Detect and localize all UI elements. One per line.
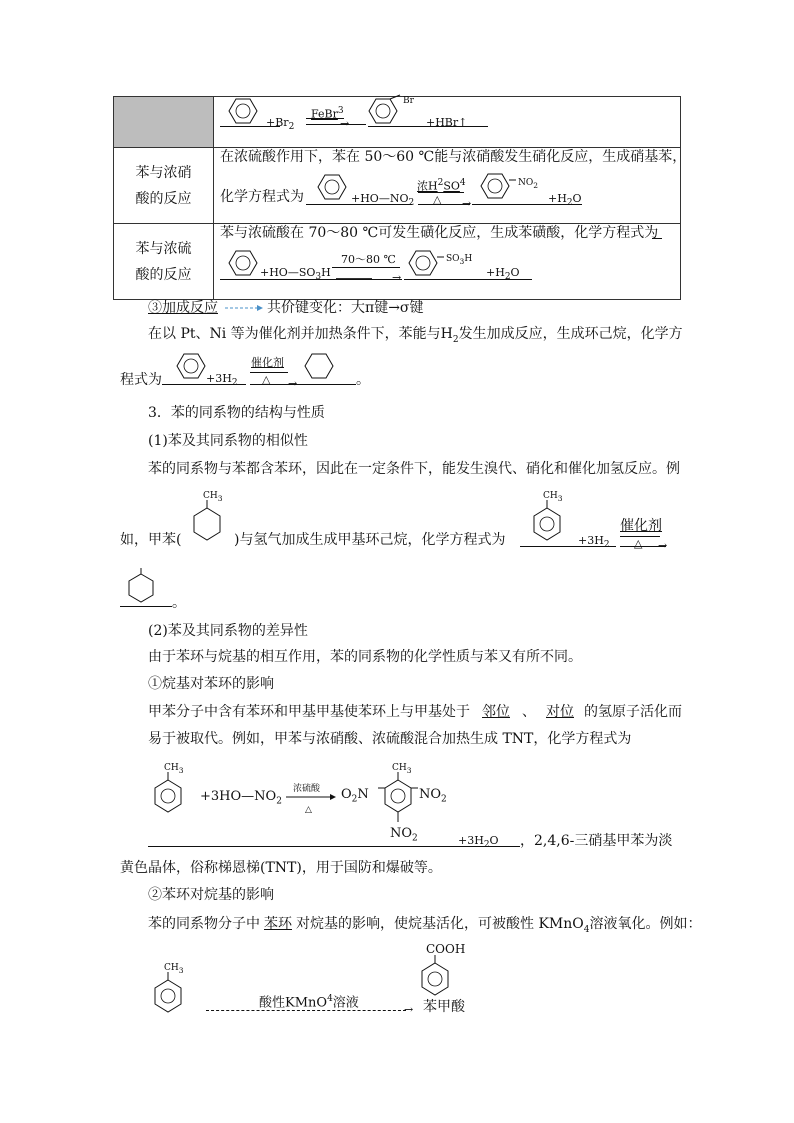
catalyst-text: 催化剂 bbox=[251, 356, 284, 369]
reagent-hno3: $+HO—NO_2$ bbox=[351, 192, 415, 209]
heat-condition: △ bbox=[433, 193, 442, 206]
arrow-icon: → bbox=[658, 539, 668, 552]
benzene-ring-icon bbox=[317, 173, 353, 201]
period: 。 bbox=[172, 595, 186, 611]
tnt-byproduct: $+3H_2O$ bbox=[458, 834, 499, 851]
benzoic-acid-icon bbox=[420, 955, 454, 1005]
toluene-paragraph-a: 如，甲苯( bbox=[120, 532, 182, 548]
product-no2-label: $NO_2$ bbox=[518, 178, 539, 190]
tnt-ring-icon bbox=[378, 772, 418, 832]
addition-title: ③加成反应 bbox=[148, 300, 218, 316]
arrow-icon: → bbox=[340, 117, 350, 130]
benzene-ring-icon bbox=[228, 249, 264, 277]
byproduct-h2o: $+H_2O$ bbox=[486, 266, 520, 283]
catalyst-febr3: FeBr$^3$ bbox=[311, 106, 344, 121]
cooh-label: COOH bbox=[426, 942, 466, 956]
addition-paragraph: 在以 Pt、Ni 等为催化剂并加热条件下，苯能与$H_2$发生加成反应，生成环己烷，化学方 bbox=[148, 326, 683, 345]
alkyl-effect-paragraph: 甲苯分子中含有苯环和甲基甲基使苯环上与甲基处于 邻位 、 对位 的氢原子活化而 bbox=[148, 704, 682, 720]
oxidant-label: 酸性KMnO$^4$溶液 bbox=[259, 994, 359, 1011]
subsection-similarity: (1)苯及其同系物的相似性 bbox=[148, 433, 308, 449]
arrow-icon: → bbox=[392, 271, 402, 284]
no2-label: $NO_2$ bbox=[390, 826, 418, 844]
arrow-icon: → bbox=[462, 197, 472, 210]
tnt-reagent: $+3HO—NO_2$ bbox=[200, 789, 282, 807]
toluene-icon bbox=[192, 500, 222, 550]
addition-equation-prefix: 程式为 bbox=[120, 372, 162, 388]
reagent-h2so4: $+HO—SO_3H$ bbox=[260, 266, 331, 283]
oxidation-paragraph: 苯的同系物分子中 苯环 对烷基的影响，使烷基活化，可被酸性 KMnO$_4$溶液氧化。例如： bbox=[148, 916, 702, 935]
toluene-paragraph-b: )与氢气加成生成甲基环己烷，化学方程式为 bbox=[234, 532, 506, 548]
item-benzene-effect: ②苯环对烷基的影响 bbox=[148, 887, 274, 903]
condition-overlap-text: ________ bbox=[336, 270, 372, 280]
blank-line bbox=[652, 238, 662, 239]
o2n-label: $O_2N$ bbox=[341, 787, 369, 805]
item-alkyl-effect: ①烷基对苯环的影响 bbox=[148, 676, 274, 692]
tnt-catalyst: 浓硫酸 bbox=[293, 784, 321, 794]
arrow-line bbox=[306, 118, 344, 119]
toluene-icon bbox=[532, 500, 562, 550]
table-label-cell-empty bbox=[114, 97, 214, 148]
catalyst-text: 催化剂 bbox=[620, 518, 662, 534]
heat-condition: △ bbox=[634, 537, 643, 550]
reagent-3h2: $+3H_2$ bbox=[578, 534, 610, 551]
ch3-label: $CH_3$ bbox=[164, 763, 184, 775]
heat-condition: △ bbox=[305, 805, 312, 815]
nitration-description: 在浓硫酸作用下，苯在 50～60 ℃能与浓硝酸发生硝化反应，生成硝基苯， bbox=[220, 149, 687, 165]
reaction-arrow-icon bbox=[286, 794, 336, 802]
byproduct-hbr: +HBr↑ bbox=[426, 116, 468, 129]
arrow-line bbox=[306, 124, 366, 125]
product-br-label: Br bbox=[403, 96, 414, 106]
dashed-arrow-line bbox=[206, 1010, 406, 1011]
no2-label: $NO_2$ bbox=[419, 787, 447, 805]
reagent-3h2: $+3H_2$ bbox=[206, 372, 238, 389]
blank-line bbox=[120, 606, 172, 607]
blank-line bbox=[306, 204, 412, 205]
period: 。 bbox=[356, 372, 370, 388]
ch3-label: $CH_3$ bbox=[392, 763, 412, 775]
dashed-arrow-icon bbox=[225, 300, 265, 316]
subsection-difference: (2)苯及其同系物的差异性 bbox=[148, 623, 308, 639]
ch3-label: $CH_3$ bbox=[164, 963, 184, 975]
bromobenzene-icon bbox=[368, 97, 428, 125]
tnt-intro-paragraph: 易于被取代。例如，甲苯与浓硝酸、浓硫酸混合加热生成 TNT，化学方程式为 bbox=[148, 731, 632, 747]
difference-paragraph: 由于苯环与烷基的相互作用，苯的同系物的化学性质与苯又有所不同。 bbox=[148, 649, 582, 665]
product-name: 苯甲酸 bbox=[423, 999, 465, 1015]
tnt-usage: 黄色晶体，俗称梯恩梯(TNT)，用于国防和爆破等。 bbox=[120, 860, 442, 876]
table-label-sulfonation: 苯与浓硫 酸的反应 bbox=[114, 224, 214, 300]
section-heading: 3．苯的同系物的结构与性质 bbox=[148, 405, 325, 421]
benzene-ring-icon bbox=[228, 97, 268, 125]
similarity-paragraph: 苯的同系物与苯都含苯环，因此在一定条件下，能发生溴代、硝化和催化加氢反应。例 bbox=[148, 461, 680, 477]
reagent-br2: $+Br_2$ bbox=[266, 116, 295, 133]
cyclohexane-icon bbox=[304, 352, 340, 380]
blank-line bbox=[296, 384, 356, 385]
toluene-icon bbox=[153, 972, 187, 1022]
ch3-label: $CH_3$ bbox=[543, 491, 563, 503]
table-label-nitration: 苯与浓硝 酸的反应 bbox=[114, 148, 214, 224]
equation-prefix: 化学方程式为 bbox=[220, 189, 304, 205]
bond-change-text: 共价键变化：大π键→σ键 bbox=[267, 300, 424, 316]
arrow-line bbox=[332, 267, 400, 268]
toluene-icon bbox=[153, 772, 187, 822]
heat-condition: △ bbox=[262, 373, 271, 386]
catalyst-h2so4: 浓$H^2SO^4$ bbox=[417, 178, 466, 193]
blank-line bbox=[220, 279, 332, 280]
arrow-icon: → bbox=[288, 377, 298, 390]
blank-line bbox=[162, 384, 246, 385]
sulfonation-description: 苯与浓硫酸在 70～80 ℃可发生磺化反应，生成苯磺酸，化学方程式为 bbox=[220, 225, 659, 241]
arrow-icon: → bbox=[404, 1003, 414, 1016]
product-so3h-label: $SO_3H$ bbox=[446, 254, 473, 266]
condition-temperature: 70～80 ℃ bbox=[341, 253, 396, 266]
ch3-label: $CH_3$ bbox=[203, 491, 223, 503]
byproduct-h2o: $+H_2O$ bbox=[548, 192, 582, 209]
tnt-description: ，2,4,6-三硝基甲苯为淡 bbox=[520, 833, 673, 849]
